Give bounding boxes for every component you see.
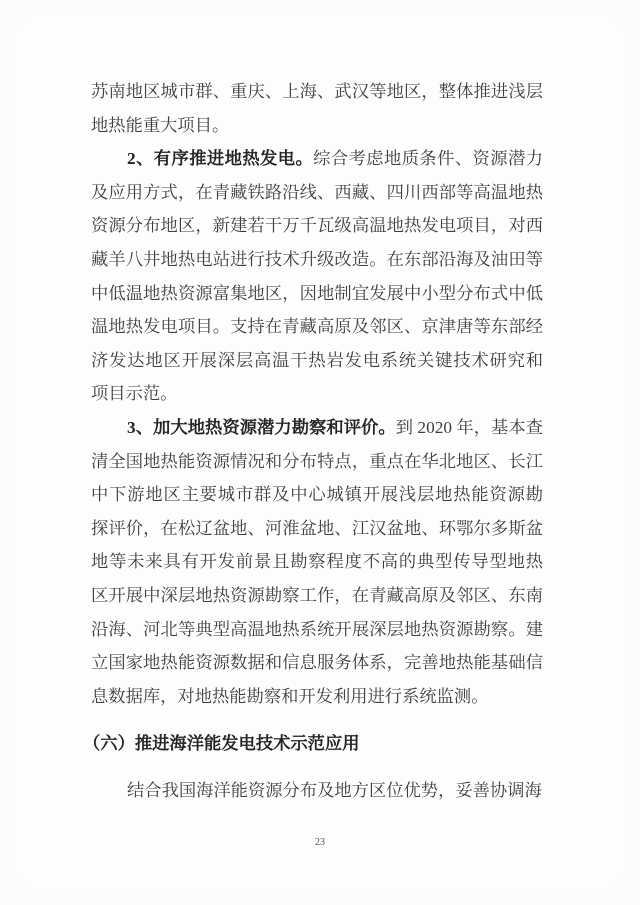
text-segment: 中下游地区主要城市群及中心城镇开展浅层地热能资源勘 [91,485,543,505]
text-segment: 清全国地热能资源情况和分布特点，重点在华北地区、长江 [91,451,543,471]
text-line [91,411,543,445]
text-segment: 项目示范。 [91,384,178,404]
text-segment: 藏羊八井地热电站进行技术升级改造。在东部沿海及油田等 [91,249,543,269]
text-line [91,176,543,210]
text-segment: 结合我国海洋能资源分布及地方区位优势，妥善协调海 [127,780,542,800]
text-line [91,613,543,647]
text-line [91,209,543,243]
text-segment: 温地热发电项目。支持在青藏高原及邻区、京津唐等东部经 [91,317,543,337]
text-segment: 济发达地区开展深层高温干热岩发电系统关键技术研究和 [91,350,543,370]
bold-text-segment: 3、加大地热资源潜力勘察和评价。 [127,417,396,437]
text-segment: 立国家地热能资源数据和信息服务体系，完善地热能基础信 [91,653,543,673]
text-segment: 中低温地热资源富集地区，因地制宜发展中小型分布式中低 [91,283,543,303]
text-segment: 及应用方式，在青藏铁路沿线、西藏、四川西部等高温地热 [91,182,543,202]
text-line [91,774,543,808]
bold-text-segment: 2、有序推进地热发电。 [127,149,314,169]
text-line [91,243,543,277]
bold-text-segment: （六）推进海洋能发电技术示范应用 [83,734,360,754]
text-line [91,445,543,479]
text-line [91,579,543,613]
text-line [91,310,543,344]
text-line [91,646,543,680]
text-segment: 区开展中深层地热资源勘察工作，在青藏高原及邻区、东南 [91,585,543,605]
page-number: 23 [315,837,325,848]
text-block [83,75,543,807]
text-segment: 资源分布地区，新建若干万千瓦级高温地热发电项目，对西 [91,216,543,236]
text-line [91,277,543,311]
text-line [91,478,543,512]
text-line [91,377,543,411]
text-line [91,344,543,378]
text-line [91,680,543,714]
text-segment: 地等未来具有开发前景且勘察程度不高的典型传导型地热 [91,552,543,572]
text-segment: 综合考虑地质条件、资源潜力 [313,149,543,169]
text-segment: 沿海、河北等典型高温地热系统开展深层地热资源勘察。建 [91,619,543,639]
text-line [91,545,543,579]
text-line [91,512,543,546]
text-segment: 探评价，在松辽盆地、河淮盆地、江汉盆地、环鄂尔多斯盆 [91,518,543,538]
text-segment: 息数据库，对地热能勘察和开发利用进行系统监测。 [91,686,489,706]
text-line [91,75,543,109]
text-line [91,142,543,176]
text-segment: 地热能重大项目。 [91,115,230,135]
section-heading [83,727,543,761]
text-line [91,109,543,143]
text-segment: 到 2020 年，基本查 [395,417,543,437]
text-segment: 苏南地区城市群、重庆、上海、武汉等地区，整体推进浅层 [91,82,543,101]
